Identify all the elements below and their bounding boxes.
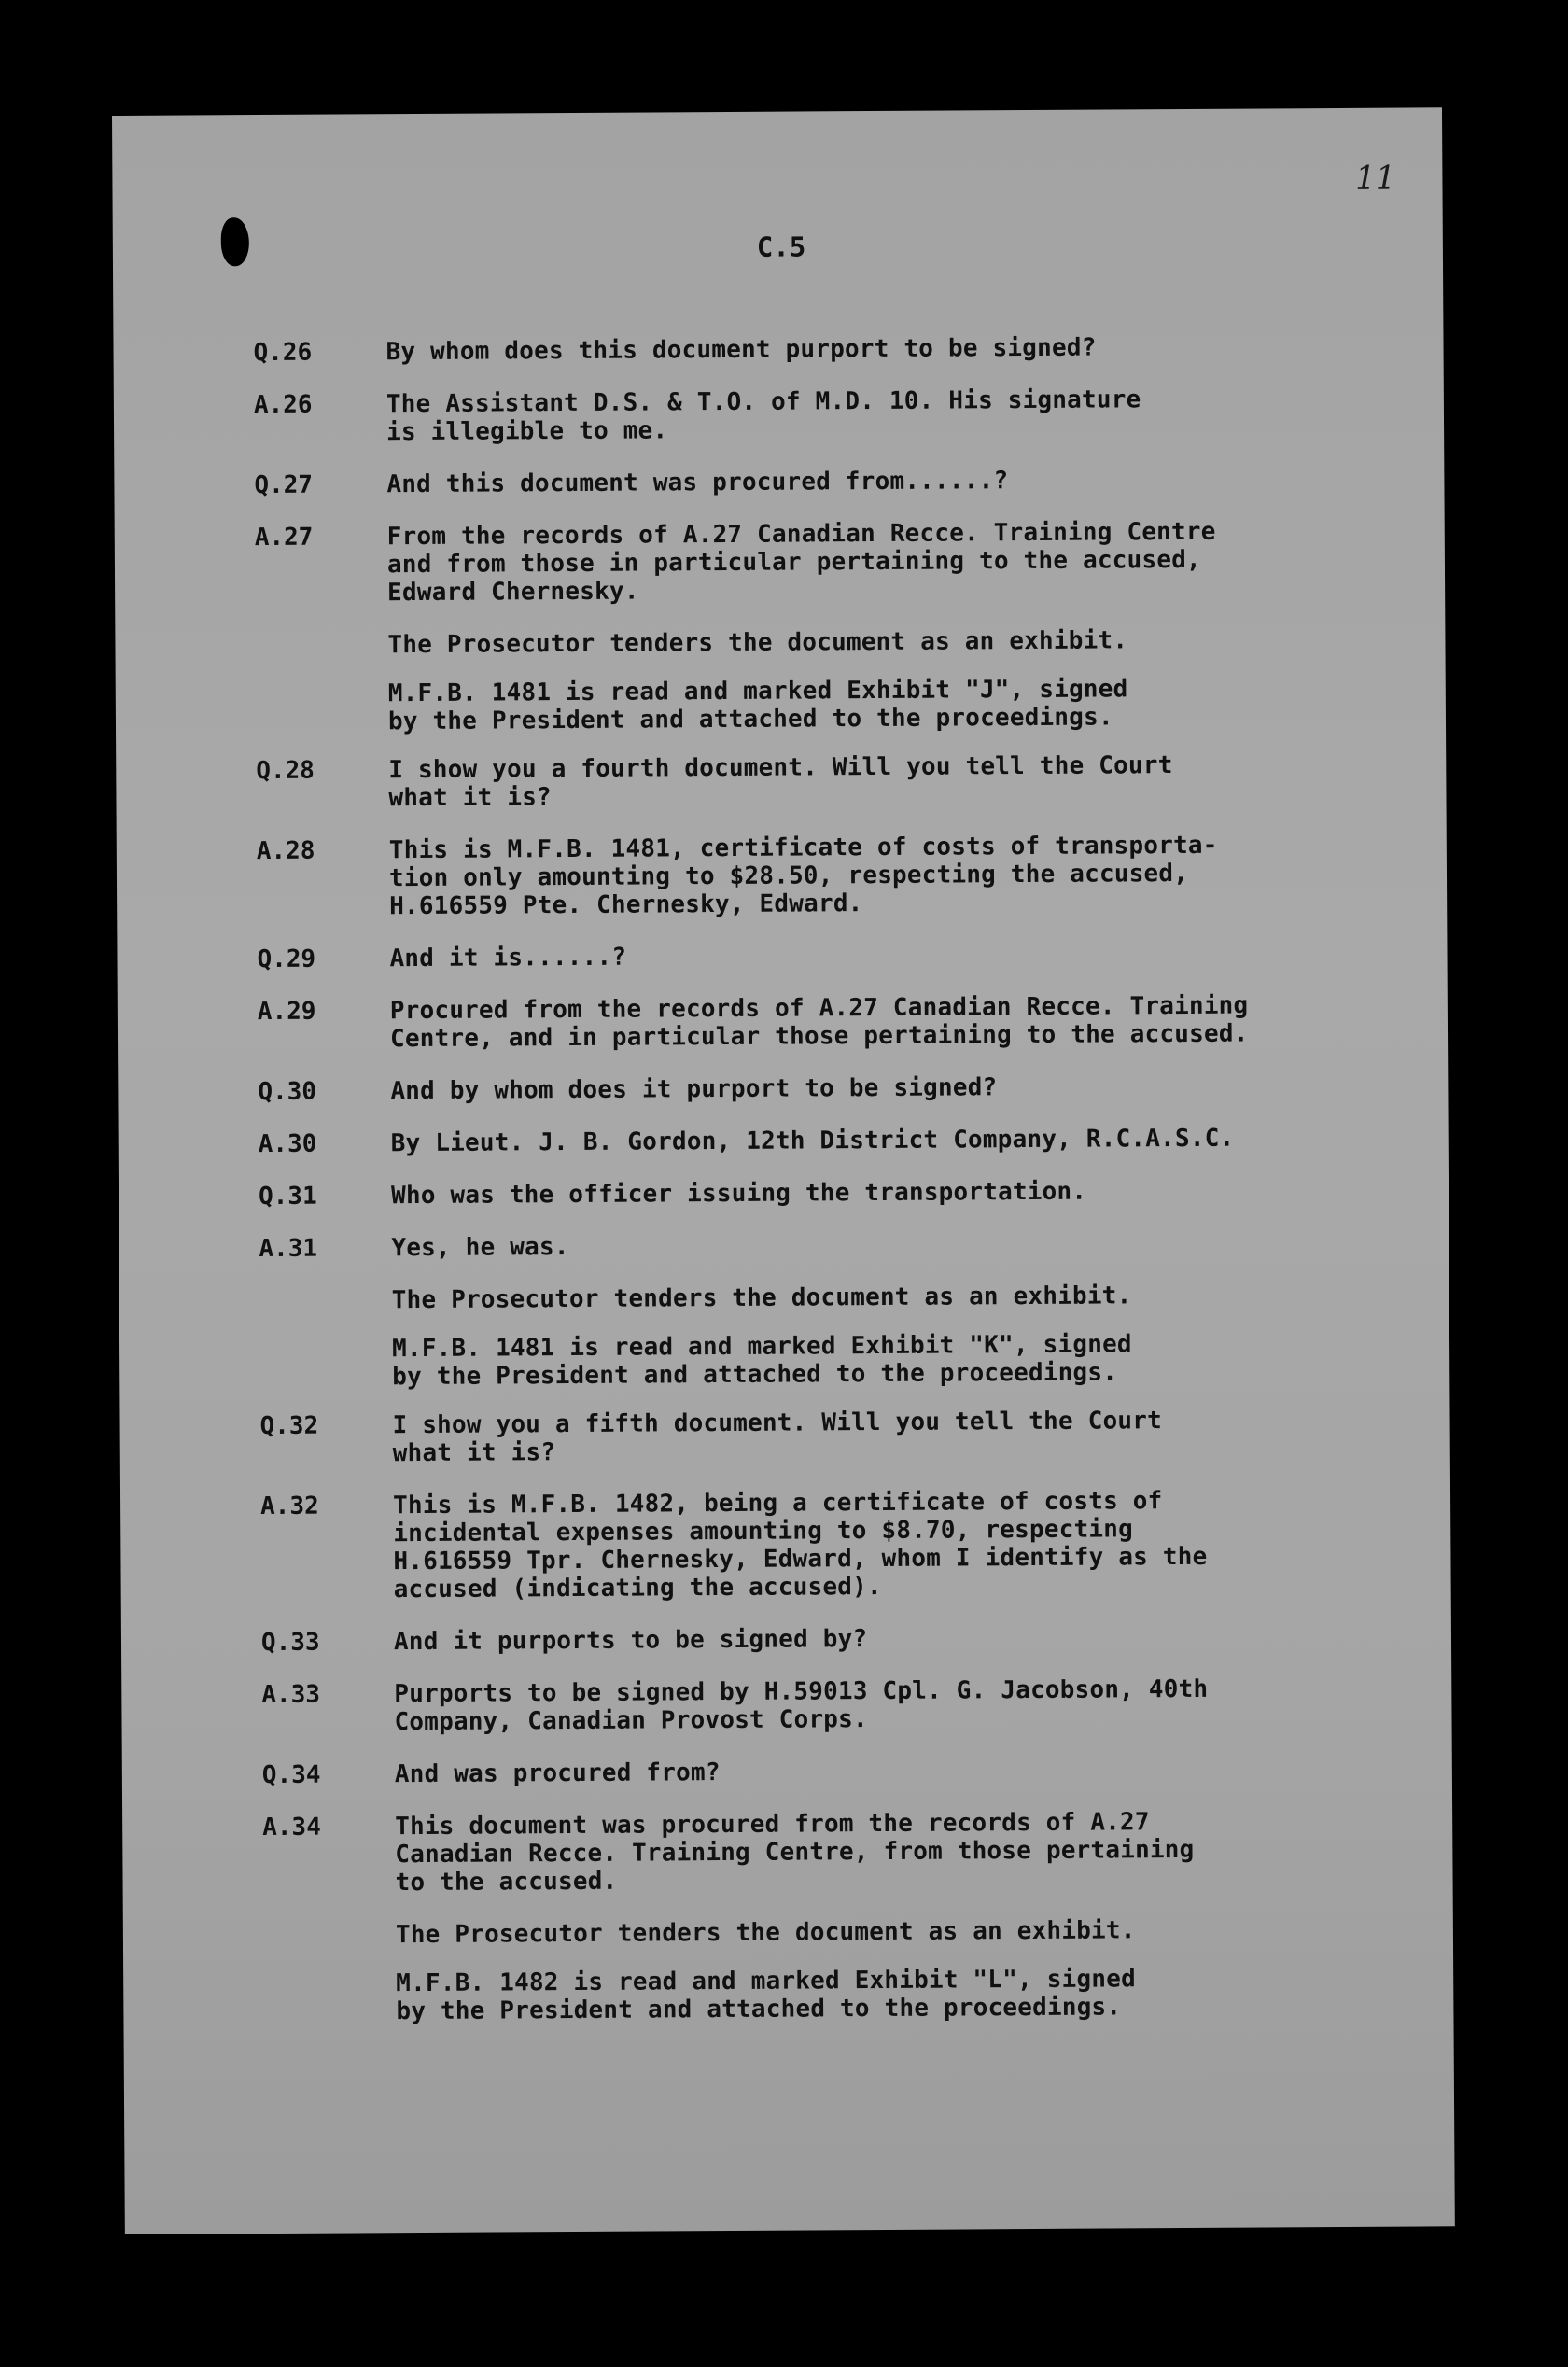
entry-text: Procured from the records of A.27 Canadian Recce. Training Centre, and in particular those pertaining to the accused.	[389, 991, 1249, 1054]
proceedings-paragraph	[255, 625, 1403, 661]
entry-text: By Lieut. J. B. Gordon, 12th District Company, R.C.A.S.C.	[390, 1124, 1235, 1158]
entry-label: A.31	[259, 1234, 318, 1264]
entry-label: A.30	[258, 1129, 317, 1159]
entry-text: This is M.F.B. 1481, certificate of costs of transporta- tion only amounting to $28.50, respecting the accused, H.616559 Pte. Chernesky, Edward.	[388, 831, 1218, 921]
qa-entry	[261, 1622, 1409, 1658]
entry-label	[256, 679, 388, 736]
qa-entry	[254, 385, 1402, 448]
qa-entry	[261, 1674, 1409, 1738]
entry-label	[255, 631, 387, 660]
entry-text: From the records of A.27 Canadian Recce. Training Centre and from those in particular pertaining to the accused, Edward Chernesky.	[386, 517, 1216, 608]
entry-label	[259, 1286, 392, 1315]
page-heading: C.5	[756, 231, 806, 263]
qa-entry	[258, 1071, 1406, 1107]
entry-text: I show you a fourth document. Will you tell the Court what it is?	[388, 751, 1173, 813]
qa-entry	[257, 831, 1406, 922]
entry-label: A.32	[260, 1492, 319, 1521]
entry-text: The Prosecutor tenders the document as an exhibit.	[387, 626, 1128, 660]
entry-label: Q.26	[253, 338, 313, 368]
entry-label: A.26	[253, 390, 313, 420]
entry-label: A.34	[262, 1813, 321, 1842]
proceedings-paragraph	[263, 1964, 1411, 2027]
entry-text: By whom does this document purport to be signed?	[385, 333, 1097, 367]
qa-entry	[260, 1486, 1409, 1605]
entry-label: Q.29	[257, 945, 316, 974]
entry-label: A.29	[257, 997, 316, 1027]
entry-label: Q.31	[258, 1182, 317, 1212]
qa-entry	[262, 1807, 1411, 1898]
entry-label: A.33	[261, 1680, 321, 1710]
qa-entry	[259, 1176, 1407, 1212]
qa-entry	[262, 1755, 1410, 1790]
qa-entry	[254, 465, 1402, 500]
entry-label	[263, 1969, 396, 2026]
entry-text: M.F.B. 1481 is read and marked Exhibit "J", signed by the President and attached to the proceedings.	[387, 675, 1128, 736]
entry-label: Q.34	[261, 1760, 321, 1790]
qa-entry	[257, 939, 1405, 974]
entry-text: And it purports to be signed by?	[393, 1625, 868, 1657]
entry-text: And by whom does it purport to be signed?	[390, 1073, 998, 1106]
document-page	[112, 107, 1455, 2234]
entry-text: And it is......?	[389, 943, 627, 973]
proceedings-paragraph	[263, 1915, 1411, 1951]
entry-label	[259, 1335, 392, 1392]
proceedings-paragraph	[256, 674, 1404, 737]
entry-label: A.28	[256, 836, 315, 866]
entry-label: Q.33	[260, 1628, 320, 1658]
ink-blot-mark	[221, 217, 249, 266]
qa-entry	[255, 517, 1404, 609]
entry-label: A.27	[254, 523, 314, 553]
entry-text: Purports to be signed by H.59013 Cpl. G. Jacobson, 40th Company, Canadian Provost Corps.	[394, 1674, 1209, 1737]
proceedings-paragraph	[259, 1281, 1407, 1316]
entry-text: M.F.B. 1482 is read and marked Exhibit "L", signed by the President and attached to the proceedings.	[396, 1965, 1136, 2026]
entry-text: Yes, he was.	[391, 1233, 569, 1263]
qa-entry	[259, 1124, 1407, 1159]
proceedings-paragraph	[259, 1329, 1407, 1393]
entry-text: This is M.F.B. 1482, being a certificate of costs of incidental expenses amounting to $8.70, respecting H.616559 Tpr. Chernesky, Edward, whom I identify as the accused (indicating the accused).	[393, 1487, 1208, 1604]
testimony-entries	[253, 332, 1411, 2047]
page-number: 11	[1355, 159, 1396, 197]
qa-entry	[256, 750, 1404, 814]
entry-label: Q.32	[259, 1411, 319, 1441]
entry-text: And was procured from?	[394, 1758, 721, 1789]
entry-text: The Assistant D.S. & T.O. of M.D. 10. His signature is illegible to me.	[385, 385, 1141, 447]
entry-text: The Prosecutor tenders the document as an exhibit.	[395, 1916, 1136, 1950]
qa-entry	[259, 1228, 1407, 1264]
qa-entry	[258, 991, 1406, 1055]
entry-label: Q.27	[254, 470, 314, 500]
entry-label	[263, 1921, 396, 1950]
entry-text: Who was the officer issuing the transportation.	[390, 1177, 1087, 1211]
entry-text: The Prosecutor tenders the document as an exhibit.	[391, 1282, 1132, 1315]
qa-entry	[259, 1406, 1407, 1469]
entry-text: M.F.B. 1481 is read and marked Exhibit "K", signed by the President and attached to the proceedings.	[391, 1330, 1132, 1392]
entry-text: I show you a fifth document. Will you tell the Court what it is?	[392, 1407, 1163, 1468]
entry-label: Q.28	[256, 756, 315, 786]
qa-entry	[253, 332, 1401, 368]
entry-label: Q.30	[258, 1077, 317, 1107]
entry-text: This document was procured from the records of A.27 Canadian Recce. Training Centre, from those pertaining to the accused.	[395, 1808, 1195, 1898]
entry-text: And this document was procured from......?	[386, 467, 1009, 499]
